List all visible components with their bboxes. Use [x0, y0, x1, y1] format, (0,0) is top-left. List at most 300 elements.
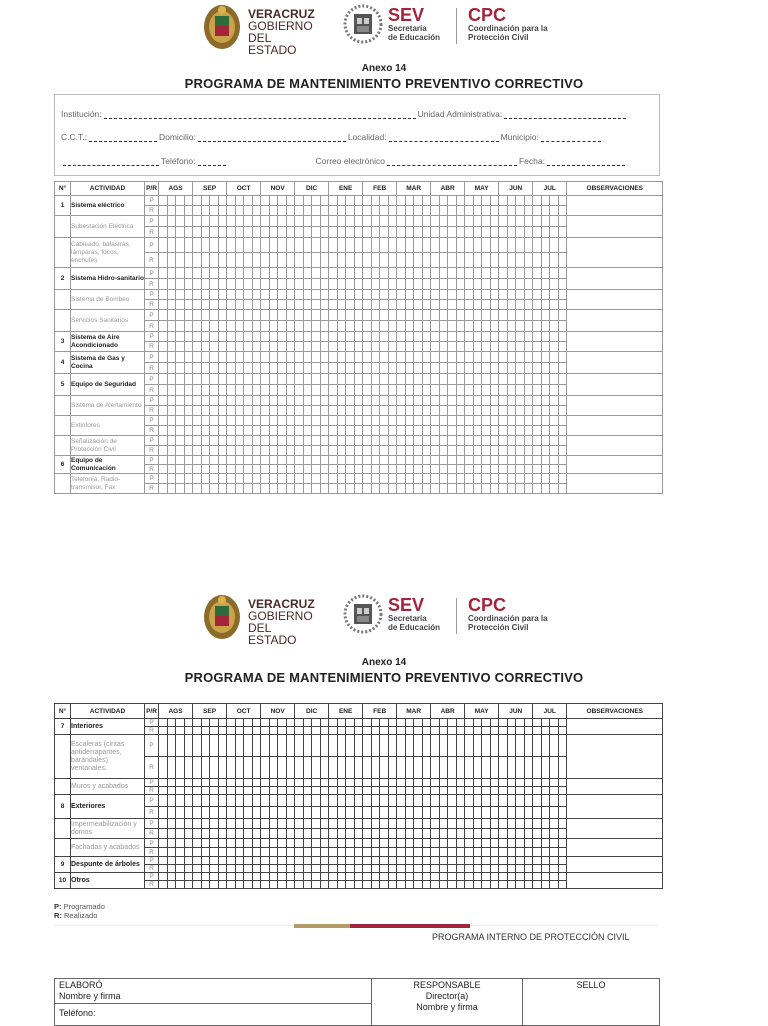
schedule-cell[interactable]	[541, 465, 550, 474]
schedule-cell[interactable]	[388, 436, 397, 446]
schedule-cell[interactable]	[354, 238, 363, 253]
schedule-cell[interactable]	[550, 757, 559, 779]
schedule-cell[interactable]	[388, 310, 397, 321]
schedule-cell[interactable]	[210, 474, 219, 484]
schedule-cell[interactable]	[448, 484, 457, 494]
schedule-cell[interactable]	[218, 196, 227, 206]
schedule-cell[interactable]	[295, 279, 304, 290]
schedule-cell[interactable]	[371, 484, 380, 494]
schedule-cell[interactable]	[278, 206, 287, 216]
schedule-cell[interactable]	[397, 787, 406, 795]
schedule-cell[interactable]	[482, 352, 491, 363]
schedule-cell[interactable]	[533, 352, 542, 363]
schedule-cell[interactable]	[303, 363, 312, 374]
schedule-cell[interactable]	[193, 300, 202, 310]
schedule-cell[interactable]	[303, 829, 312, 839]
schedule-cell[interactable]	[490, 839, 499, 848]
schedule-cell[interactable]	[346, 216, 355, 227]
schedule-cell[interactable]	[431, 363, 440, 374]
schedule-cell[interactable]	[456, 342, 465, 352]
schedule-cell[interactable]	[176, 829, 185, 839]
schedule-cell[interactable]	[167, 787, 176, 795]
schedule-cell[interactable]	[337, 406, 346, 416]
schedule-cell[interactable]	[541, 779, 550, 787]
schedule-cell[interactable]	[329, 474, 338, 484]
schedule-cell[interactable]	[176, 839, 185, 848]
schedule-cell[interactable]	[346, 839, 355, 848]
schedule-cell[interactable]	[414, 268, 423, 279]
schedule-cell[interactable]	[261, 310, 270, 321]
schedule-cell[interactable]	[235, 332, 244, 342]
schedule-cell[interactable]	[210, 396, 219, 406]
schedule-cell[interactable]	[414, 484, 423, 494]
schedule-cell[interactable]	[227, 839, 236, 848]
schedule-cell[interactable]	[159, 484, 168, 494]
schedule-cell[interactable]	[456, 857, 465, 865]
schedule-cell[interactable]	[482, 374, 491, 385]
schedule-cell[interactable]	[159, 848, 168, 857]
schedule-cell[interactable]	[346, 757, 355, 779]
schedule-cell[interactable]	[439, 857, 448, 865]
schedule-cell[interactable]	[235, 757, 244, 779]
schedule-cell[interactable]	[159, 787, 168, 795]
schedule-cell[interactable]	[176, 848, 185, 857]
schedule-cell[interactable]	[346, 446, 355, 456]
schedule-cell[interactable]	[524, 300, 533, 310]
schedule-cell[interactable]	[533, 873, 542, 881]
schedule-cell[interactable]	[439, 787, 448, 795]
schedule-cell[interactable]	[261, 300, 270, 310]
schedule-cell[interactable]	[490, 321, 499, 332]
schedule-cell[interactable]	[184, 416, 193, 426]
schedule-cell[interactable]	[252, 363, 261, 374]
schedule-cell[interactable]	[405, 206, 414, 216]
schedule-cell[interactable]	[329, 865, 338, 873]
schedule-cell[interactable]	[286, 253, 295, 268]
schedule-cell[interactable]	[269, 848, 278, 857]
schedule-cell[interactable]	[218, 310, 227, 321]
schedule-cell[interactable]	[201, 416, 210, 426]
schedule-cell[interactable]	[380, 829, 389, 839]
schedule-cell[interactable]	[337, 385, 346, 396]
schedule-cell[interactable]	[482, 206, 491, 216]
schedule-cell[interactable]	[329, 819, 338, 829]
schedule-cell[interactable]	[397, 342, 406, 352]
schedule-cell[interactable]	[337, 727, 346, 735]
schedule-cell[interactable]	[397, 819, 406, 829]
schedule-cell[interactable]	[218, 795, 227, 807]
schedule-cell[interactable]	[499, 848, 508, 857]
schedule-cell[interactable]	[252, 300, 261, 310]
schedule-cell[interactable]	[363, 727, 372, 735]
schedule-cell[interactable]	[235, 426, 244, 436]
schedule-cell[interactable]	[278, 865, 287, 873]
schedule-cell[interactable]	[490, 719, 499, 727]
schedule-cell[interactable]	[252, 819, 261, 829]
schedule-cell[interactable]	[541, 290, 550, 300]
schedule-cell[interactable]	[533, 436, 542, 446]
schedule-cell[interactable]	[235, 268, 244, 279]
schedule-cell[interactable]	[337, 484, 346, 494]
schedule-cell[interactable]	[201, 727, 210, 735]
schedule-cell[interactable]	[380, 216, 389, 227]
schedule-cell[interactable]	[227, 848, 236, 857]
schedule-cell[interactable]	[159, 727, 168, 735]
schedule-cell[interactable]	[363, 865, 372, 873]
schedule-cell[interactable]	[320, 446, 329, 456]
schedule-cell[interactable]	[244, 416, 253, 426]
schedule-cell[interactable]	[422, 807, 431, 819]
schedule-cell[interactable]	[507, 727, 516, 735]
schedule-cell[interactable]	[397, 436, 406, 446]
schedule-cell[interactable]	[507, 227, 516, 238]
schedule-cell[interactable]	[473, 757, 482, 779]
schedule-cell[interactable]	[550, 253, 559, 268]
schedule-cell[interactable]	[371, 321, 380, 332]
schedule-cell[interactable]	[533, 216, 542, 227]
schedule-cell[interactable]	[278, 374, 287, 385]
schedule-cell[interactable]	[524, 474, 533, 484]
schedule-cell[interactable]	[210, 426, 219, 436]
schedule-cell[interactable]	[176, 465, 185, 474]
schedule-cell[interactable]	[269, 253, 278, 268]
schedule-cell[interactable]	[184, 757, 193, 779]
schedule-cell[interactable]	[473, 456, 482, 465]
schedule-cell[interactable]	[286, 848, 295, 857]
schedule-cell[interactable]	[337, 216, 346, 227]
schedule-cell[interactable]	[465, 396, 474, 406]
schedule-cell[interactable]	[210, 300, 219, 310]
schedule-cell[interactable]	[465, 406, 474, 416]
schedule-cell[interactable]	[261, 465, 270, 474]
schedule-cell[interactable]	[473, 807, 482, 819]
schedule-cell[interactable]	[235, 385, 244, 396]
schedule-cell[interactable]	[159, 352, 168, 363]
schedule-cell[interactable]	[431, 757, 440, 779]
schedule-cell[interactable]	[533, 321, 542, 332]
schedule-cell[interactable]	[354, 807, 363, 819]
schedule-cell[interactable]	[346, 352, 355, 363]
schedule-cell[interactable]	[329, 757, 338, 779]
schedule-cell[interactable]	[244, 374, 253, 385]
schedule-cell[interactable]	[184, 300, 193, 310]
schedule-cell[interactable]	[303, 385, 312, 396]
schedule-cell[interactable]	[473, 227, 482, 238]
schedule-cell[interactable]	[558, 406, 567, 416]
schedule-cell[interactable]	[405, 279, 414, 290]
schedule-cell[interactable]	[286, 227, 295, 238]
schedule-cell[interactable]	[167, 342, 176, 352]
schedule-cell[interactable]	[533, 268, 542, 279]
schedule-cell[interactable]	[439, 436, 448, 446]
schedule-cell[interactable]	[465, 757, 474, 779]
schedule-cell[interactable]	[303, 881, 312, 889]
schedule-cell[interactable]	[405, 787, 414, 795]
schedule-cell[interactable]	[465, 839, 474, 848]
schedule-cell[interactable]	[159, 290, 168, 300]
schedule-cell[interactable]	[210, 857, 219, 865]
schedule-cell[interactable]	[303, 787, 312, 795]
schedule-cell[interactable]	[286, 416, 295, 426]
schedule-cell[interactable]	[167, 848, 176, 857]
schedule-cell[interactable]	[252, 238, 261, 253]
schedule-cell[interactable]	[405, 300, 414, 310]
schedule-cell[interactable]	[473, 484, 482, 494]
schedule-cell[interactable]	[465, 238, 474, 253]
schedule-cell[interactable]	[550, 374, 559, 385]
schedule-cell[interactable]	[380, 865, 389, 873]
schedule-cell[interactable]	[380, 374, 389, 385]
schedule-cell[interactable]	[159, 216, 168, 227]
schedule-cell[interactable]	[507, 829, 516, 839]
schedule-cell[interactable]	[533, 300, 542, 310]
schedule-cell[interactable]	[218, 456, 227, 465]
schedule-cell[interactable]	[363, 426, 372, 436]
schedule-cell[interactable]	[524, 779, 533, 787]
schedule-cell[interactable]	[244, 465, 253, 474]
schedule-cell[interactable]	[448, 227, 457, 238]
schedule-cell[interactable]	[516, 352, 525, 363]
observation-cell[interactable]	[567, 839, 663, 857]
schedule-cell[interactable]	[524, 253, 533, 268]
schedule-cell[interactable]	[227, 332, 236, 342]
schedule-cell[interactable]	[397, 332, 406, 342]
schedule-cell[interactable]	[388, 456, 397, 465]
schedule-cell[interactable]	[193, 839, 202, 848]
schedule-cell[interactable]	[388, 735, 397, 757]
schedule-cell[interactable]	[337, 446, 346, 456]
schedule-cell[interactable]	[193, 406, 202, 416]
schedule-cell[interactable]	[193, 474, 202, 484]
observation-cell[interactable]	[567, 216, 663, 238]
schedule-cell[interactable]	[448, 416, 457, 426]
schedule-cell[interactable]	[354, 881, 363, 889]
schedule-cell[interactable]	[329, 416, 338, 426]
schedule-cell[interactable]	[482, 873, 491, 881]
schedule-cell[interactable]	[201, 253, 210, 268]
schedule-cell[interactable]	[261, 881, 270, 889]
schedule-cell[interactable]	[490, 416, 499, 426]
schedule-cell[interactable]	[337, 238, 346, 253]
schedule-cell[interactable]	[371, 196, 380, 206]
schedule-cell[interactable]	[337, 206, 346, 216]
schedule-cell[interactable]	[558, 865, 567, 873]
schedule-cell[interactable]	[439, 227, 448, 238]
schedule-cell[interactable]	[184, 396, 193, 406]
schedule-cell[interactable]	[363, 352, 372, 363]
schedule-cell[interactable]	[193, 321, 202, 332]
schedule-cell[interactable]	[439, 484, 448, 494]
schedule-cell[interactable]	[337, 881, 346, 889]
schedule-cell[interactable]	[465, 436, 474, 446]
schedule-cell[interactable]	[252, 332, 261, 342]
schedule-cell[interactable]	[244, 363, 253, 374]
schedule-cell[interactable]	[201, 795, 210, 807]
schedule-cell[interactable]	[371, 279, 380, 290]
schedule-cell[interactable]	[380, 848, 389, 857]
schedule-cell[interactable]	[210, 374, 219, 385]
schedule-cell[interactable]	[320, 484, 329, 494]
schedule-cell[interactable]	[482, 253, 491, 268]
schedule-cell[interactable]	[210, 829, 219, 839]
schedule-cell[interactable]	[346, 253, 355, 268]
schedule-cell[interactable]	[533, 795, 542, 807]
schedule-cell[interactable]	[337, 857, 346, 865]
schedule-cell[interactable]	[371, 446, 380, 456]
schedule-cell[interactable]	[295, 396, 304, 406]
schedule-cell[interactable]	[227, 819, 236, 829]
schedule-cell[interactable]	[337, 873, 346, 881]
schedule-cell[interactable]	[473, 865, 482, 873]
schedule-cell[interactable]	[524, 465, 533, 474]
schedule-cell[interactable]	[167, 727, 176, 735]
schedule-cell[interactable]	[261, 436, 270, 446]
schedule-cell[interactable]	[482, 727, 491, 735]
schedule-cell[interactable]	[499, 446, 508, 456]
schedule-cell[interactable]	[405, 290, 414, 300]
schedule-cell[interactable]	[465, 332, 474, 342]
schedule-cell[interactable]	[363, 795, 372, 807]
schedule-cell[interactable]	[303, 300, 312, 310]
schedule-cell[interactable]	[252, 290, 261, 300]
schedule-cell[interactable]	[286, 352, 295, 363]
schedule-cell[interactable]	[167, 216, 176, 227]
schedule-cell[interactable]	[320, 857, 329, 865]
schedule-cell[interactable]	[312, 857, 321, 865]
schedule-cell[interactable]	[261, 196, 270, 206]
schedule-cell[interactable]	[218, 238, 227, 253]
schedule-cell[interactable]	[516, 342, 525, 352]
schedule-cell[interactable]	[448, 727, 457, 735]
schedule-cell[interactable]	[167, 300, 176, 310]
schedule-cell[interactable]	[431, 873, 440, 881]
schedule-cell[interactable]	[541, 446, 550, 456]
schedule-cell[interactable]	[405, 227, 414, 238]
schedule-cell[interactable]	[499, 719, 508, 727]
schedule-cell[interactable]	[295, 881, 304, 889]
schedule-cell[interactable]	[354, 196, 363, 206]
schedule-cell[interactable]	[439, 238, 448, 253]
schedule-cell[interactable]	[533, 807, 542, 819]
schedule-cell[interactable]	[312, 795, 321, 807]
schedule-cell[interactable]	[184, 819, 193, 829]
schedule-cell[interactable]	[371, 406, 380, 416]
schedule-cell[interactable]	[558, 839, 567, 848]
schedule-cell[interactable]	[465, 300, 474, 310]
schedule-cell[interactable]	[397, 873, 406, 881]
schedule-cell[interactable]	[499, 396, 508, 406]
schedule-cell[interactable]	[541, 416, 550, 426]
schedule-cell[interactable]	[414, 279, 423, 290]
schedule-cell[interactable]	[269, 865, 278, 873]
schedule-cell[interactable]	[235, 857, 244, 865]
schedule-cell[interactable]	[184, 352, 193, 363]
schedule-cell[interactable]	[252, 727, 261, 735]
schedule-cell[interactable]	[405, 238, 414, 253]
schedule-cell[interactable]	[431, 719, 440, 727]
schedule-cell[interactable]	[346, 829, 355, 839]
schedule-cell[interactable]	[465, 206, 474, 216]
schedule-cell[interactable]	[261, 342, 270, 352]
schedule-cell[interactable]	[465, 795, 474, 807]
schedule-cell[interactable]	[431, 474, 440, 484]
schedule-cell[interactable]	[397, 795, 406, 807]
schedule-cell[interactable]	[439, 779, 448, 787]
schedule-cell[interactable]	[312, 227, 321, 238]
schedule-cell[interactable]	[473, 268, 482, 279]
schedule-cell[interactable]	[218, 735, 227, 757]
schedule-cell[interactable]	[558, 881, 567, 889]
schedule-cell[interactable]	[286, 321, 295, 332]
schedule-cell[interactable]	[431, 727, 440, 735]
schedule-cell[interactable]	[524, 374, 533, 385]
observation-cell[interactable]	[567, 374, 663, 396]
schedule-cell[interactable]	[244, 787, 253, 795]
schedule-cell[interactable]	[507, 426, 516, 436]
schedule-cell[interactable]	[286, 757, 295, 779]
schedule-cell[interactable]	[516, 196, 525, 206]
schedule-cell[interactable]	[346, 819, 355, 829]
schedule-cell[interactable]	[533, 839, 542, 848]
schedule-cell[interactable]	[354, 446, 363, 456]
schedule-cell[interactable]	[414, 465, 423, 474]
schedule-cell[interactable]	[371, 385, 380, 396]
schedule-cell[interactable]	[490, 779, 499, 787]
schedule-cell[interactable]	[261, 839, 270, 848]
schedule-cell[interactable]	[507, 374, 516, 385]
schedule-cell[interactable]	[363, 456, 372, 465]
schedule-cell[interactable]	[312, 719, 321, 727]
schedule-cell[interactable]	[286, 839, 295, 848]
schedule-cell[interactable]	[244, 310, 253, 321]
schedule-cell[interactable]	[558, 396, 567, 406]
schedule-cell[interactable]	[337, 735, 346, 757]
schedule-cell[interactable]	[261, 332, 270, 342]
schedule-cell[interactable]	[363, 279, 372, 290]
schedule-cell[interactable]	[286, 881, 295, 889]
schedule-cell[interactable]	[337, 465, 346, 474]
schedule-cell[interactable]	[473, 406, 482, 416]
schedule-cell[interactable]	[380, 268, 389, 279]
schedule-cell[interactable]	[448, 446, 457, 456]
schedule-cell[interactable]	[261, 290, 270, 300]
schedule-cell[interactable]	[422, 795, 431, 807]
schedule-cell[interactable]	[380, 787, 389, 795]
schedule-cell[interactable]	[473, 279, 482, 290]
schedule-cell[interactable]	[388, 206, 397, 216]
schedule-cell[interactable]	[210, 484, 219, 494]
observation-cell[interactable]	[567, 779, 663, 795]
schedule-cell[interactable]	[235, 196, 244, 206]
schedule-cell[interactable]	[380, 342, 389, 352]
schedule-cell[interactable]	[550, 795, 559, 807]
schedule-cell[interactable]	[269, 238, 278, 253]
schedule-cell[interactable]	[550, 238, 559, 253]
schedule-cell[interactable]	[473, 881, 482, 889]
schedule-cell[interactable]	[346, 321, 355, 332]
schedule-cell[interactable]	[176, 807, 185, 819]
schedule-cell[interactable]	[516, 253, 525, 268]
schedule-cell[interactable]	[397, 727, 406, 735]
schedule-cell[interactable]	[252, 406, 261, 416]
schedule-cell[interactable]	[286, 300, 295, 310]
schedule-cell[interactable]	[490, 474, 499, 484]
schedule-cell[interactable]	[252, 279, 261, 290]
schedule-cell[interactable]	[176, 279, 185, 290]
schedule-cell[interactable]	[558, 268, 567, 279]
schedule-cell[interactable]	[558, 352, 567, 363]
schedule-cell[interactable]	[363, 829, 372, 839]
